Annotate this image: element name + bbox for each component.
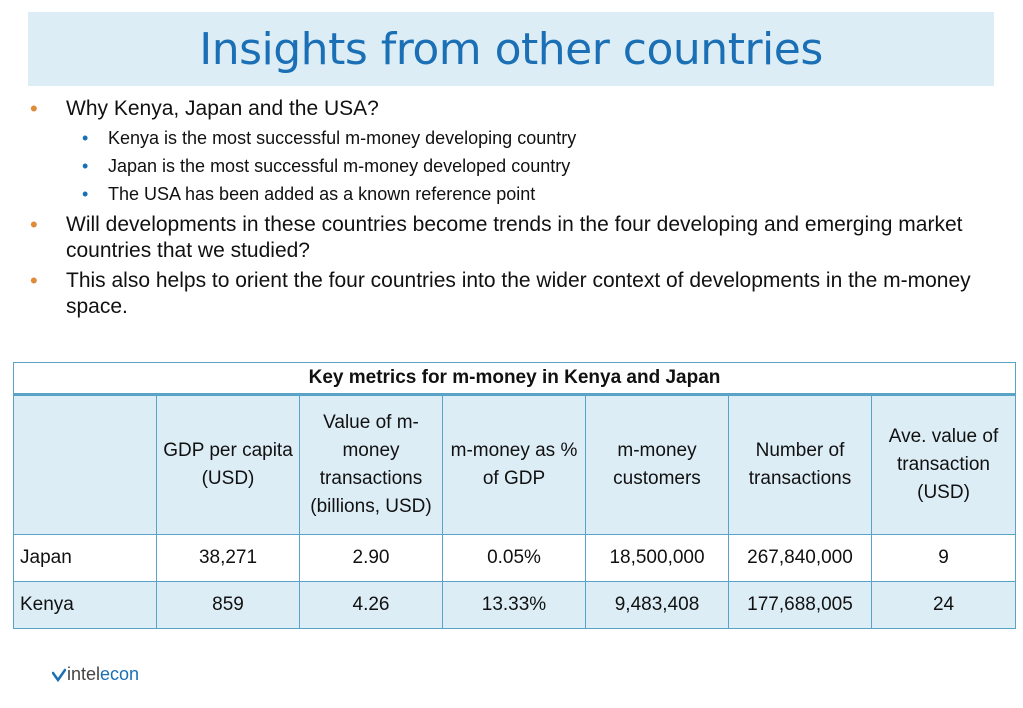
sub-bullet-kenya: • Kenya is the most successful m-money developing country [66,124,990,152]
bullet-context-text: This also helps to orient the four countries into the wider context of developments in the m-money space. [66,269,971,318]
table-cell: 24 [872,582,1016,629]
table-caption-row [14,363,1016,395]
header-avg-value: Ave. value of transaction (USD) [872,395,1016,535]
title-banner [28,12,994,86]
header-pct-gdp: m-money as % of GDP [443,395,586,535]
slide-title: Insights from other countries [199,23,823,75]
bullet-trends [30,212,990,264]
table-cell: 177,688,005 [729,582,872,629]
row-label-kenya: Kenya [14,582,157,629]
table-caption: Key metrics for m-money in Kenya and Japan [14,363,1016,395]
table-row [14,535,1016,582]
bullet-list [30,96,990,324]
logo-mark-icon [52,668,66,682]
table-cell: 9 [872,535,1016,582]
table-cell: 13.33% [443,582,586,629]
header-cell-empty [14,395,157,535]
table-row [14,582,1016,629]
table-cell: 4.26 [300,582,443,629]
table-cell: 18,500,000 [586,535,729,582]
table-cell: 2.90 [300,535,443,582]
metrics-table [13,362,1016,629]
sub-bullet-list [66,124,990,208]
header-customers: m-money customers [586,395,729,535]
bullet-why [30,96,990,208]
header-num-transactions: Number of transactions [729,395,872,535]
table-cell: 0.05% [443,535,586,582]
row-label-japan: Japan [14,535,157,582]
table-header-row [14,395,1016,535]
sub-bullet-japan: • Japan is the most successful m-money developed country [66,152,990,180]
header-gdp-per-capita: GDP per capita (USD) [157,395,300,535]
intelecon-logo [52,664,139,685]
table-cell: 267,840,000 [729,535,872,582]
header-value-transactions: Value of m-money transactions (billions, USD) [300,395,443,535]
bullet-trends-text: Will developments in these countries become trends in the four developing and emerging market countries that we studied? [66,213,963,262]
logo-text-intel: intel [67,664,101,684]
bullet-context [30,268,990,320]
table-cell: 38,271 [157,535,300,582]
bullet-why-text: Why Kenya, Japan and the USA? [66,97,379,120]
sub-bullet-usa: • The USA has been added as a known reference point [66,180,990,208]
table-cell: 9,483,408 [586,582,729,629]
table-cell: 859 [157,582,300,629]
logo-text-econ: econ [100,664,140,684]
